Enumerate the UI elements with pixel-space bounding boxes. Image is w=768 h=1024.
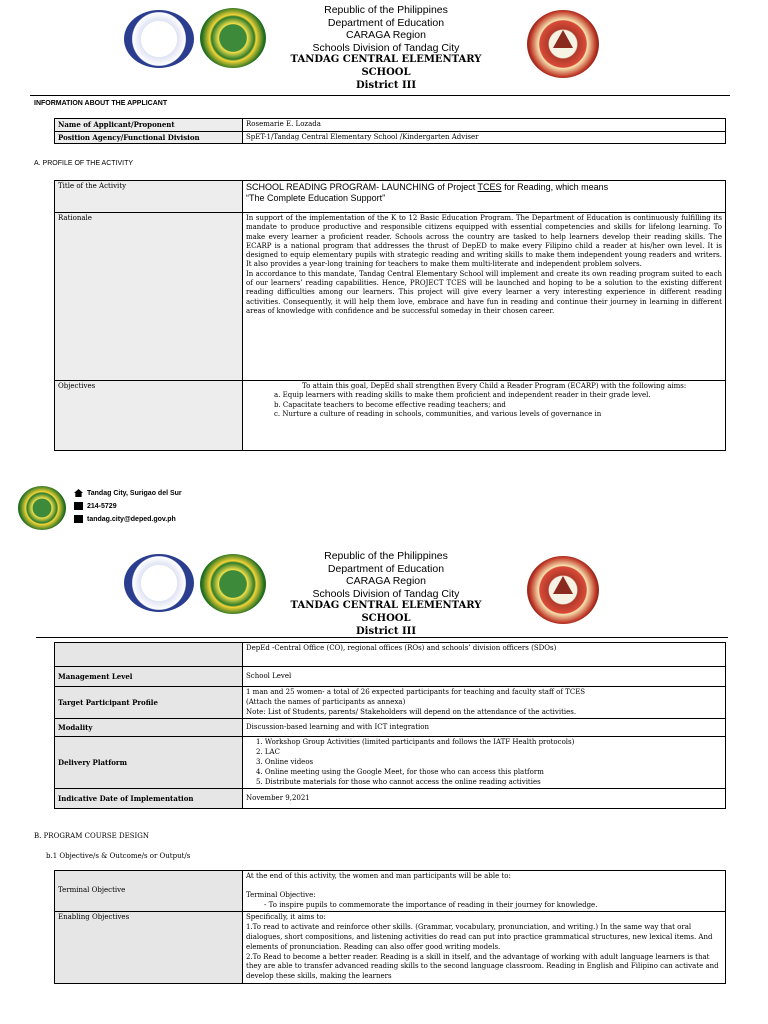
management-label: Management Level [55,667,243,687]
footer-contact [18,484,278,536]
date-label: Indicative Date of Implementation [55,789,243,809]
letterhead-top [0,0,768,90]
delivery-list [246,738,722,787]
division-seal-icon [200,554,266,614]
header-line: CARAGA Region [346,29,426,42]
enabling-value [243,912,726,984]
enabling-label: Enabling Objectives [55,912,243,984]
header-line: Schools Division of Tandag City [312,41,460,54]
title-label: Title of the Activity [55,181,243,213]
school-seal-icon [527,556,599,624]
email-text: tandag.city@deped.gov.ph [87,515,176,523]
table-row [55,687,726,719]
district: District III [355,625,416,637]
table-row [55,119,726,132]
target-label: Target Participant Profile [55,687,243,719]
objectives-value [243,381,726,451]
target-line: 1 man and 25 women- a total of 26 expected participants for teaching and faculty staff of TCES [246,688,586,696]
school-name: SCHOOL [361,612,411,624]
table-row [55,789,726,809]
enabling-line: 1.To read to activate and reinforce other skills. (Grammar, vocabulary, pronunciation, and writing.) In the same way that oral dialogues, short compositions, and listening activities do read can put into practice grammatical structures, new lexical items. And elements of pronunciation. Reading can also offer good writing models. [246,923,713,951]
title-text: SCHOOL READING PROGRAM- LAUNCHING of Project [246,182,478,192]
objective-item: b. Capacitate teachers to become effective reading teachers; and [274,400,506,409]
implementation-table [54,642,726,809]
empty-label [55,643,243,667]
section-label: INFORMATION ABOUT THE APPLICANT [34,100,168,107]
list-item: 4. Online meeting using the Google Meet, for those who can access this platform [256,767,544,776]
letterhead-second [0,546,768,636]
applicant-table [54,118,726,144]
offices-value: DepEd -Central Office (CO), regional offices (ROs) and schools’ division officers (SDOs) [243,643,726,667]
terminal-label: Terminal Objective [55,871,243,912]
deped-seal-icon [124,554,194,612]
target-line: Note: List of Students, parents/ Stakeholders will depend on the attendance of the activities. [246,707,577,716]
list-item: 2. LAC [256,748,280,757]
header-line: Department of Education [327,562,445,575]
school-name: SCHOOL [361,66,411,78]
target-line: (Attach the names of participants as annexa) [246,697,406,706]
header-line: Republic of the Philippines [324,550,448,562]
enabling-line: 2.To Read to become a better reader. Reading is a skill in itself, and the advantage of working with adult language learners is that they are able to transfer advanced reading skills to the second language classroom. Reading in English and Filipino can activate and develop these skills, making the learners [246,952,719,981]
title-acronym: TCES [477,182,502,192]
deped-seal-icon [124,10,194,68]
delivery-value [243,737,726,789]
profile-table [54,180,726,451]
objective-item: a. Equip learners with reading skills to make them proficient and independent reader in their grade level. [274,391,651,400]
modality-label: Modality [55,719,243,737]
objectives-label: Objectives [55,381,243,451]
title-subtitle: “The Complete Education Support” [246,192,386,203]
list-item: 1. Workshop Group Activities (limited participants and follows the IATF Health protocols) [256,738,575,747]
rationale-paragraph: In accordance to this mandate, Tandag Central Elementary School will implement and create its own reading program suited to each of our learners’ reading capabilities. Hence, PROJECT TCES will be launched and hoping to be a solution to the existing different reading difficulties among our learners. This project will give every learner a very interesting experience in different reading activities. Consequently, it will help them love, embrace and have fun in reading and continue their journey in learning in different areas of knowledge with confidence and be successful someday in their chosen career. [246,269,722,315]
table-row [55,912,726,984]
enabling-line: Specifically, it aims to: [246,913,326,922]
contact-phone [74,502,117,510]
header-line: Republic of the Philippines [324,4,448,16]
target-value [243,687,726,719]
contact-address [74,489,182,497]
home-icon [74,489,83,497]
rationale-value [243,213,726,381]
list-item: 5. Distribute materials for those who cannot access the online reading activities [256,777,541,786]
letterhead-text [270,4,502,92]
rationale-label: Rationale [55,213,243,381]
title-value [243,181,726,213]
date-value: November 9,2021 [243,789,726,809]
terminal-line: Terminal Objective: [246,890,316,899]
phone-icon [74,502,83,510]
district: District III [355,79,416,91]
position-label: Position Agency/Functional Division [55,131,243,144]
table-row [55,213,726,381]
letterhead-text [270,550,502,638]
division-seal-icon [18,486,66,530]
school-seal-icon [527,10,599,78]
position-value: SpET-1/Tandag Central Elementary School /Kindergarten Adviser [243,131,726,144]
header-line: CARAGA Region [346,575,426,588]
table-row [55,381,726,451]
objectives-intro: To attain this goal, DepEd shall strengthen Every Child a Reader Program (ECARP) with the following aims: [302,382,687,390]
header-line: Department of Education [327,16,445,29]
table-row [55,643,726,667]
phone-text: 214-5729 [87,502,117,510]
divider [36,637,728,638]
modality-value: Discussion-based learning and with ICT integration [243,719,726,737]
design-table [54,870,726,984]
section-label: B. PROGRAM COURSE DESIGN [34,832,150,840]
divider [30,95,730,96]
contact-email [74,515,176,523]
table-row [55,181,726,213]
list-item: 3. Online videos [256,757,314,766]
management-value: School Level [243,667,726,687]
applicant-name-label: Name of Applicant/Proponent [55,119,243,132]
rationale-paragraph: In support of the implementation of the K to 12 Basic Education Program. The Department of Education is continuously fulfilling its mandate to produce productive and responsible citizens equipped with essential competencies and skills for lifelong learning. To make every learner a proficient reader. Schools across the country are tasked to help learners develop their reading skills. The ECARP is a national program that addresses the thrust of DepED to make every Filipino child a reader at his/her own level. It is designed to equip elementary pupils with strategic reading and writing skills to make them independent young readers and writers. It also provides a year-long training for teachers to make them multi-literate and independent problem solvers. [246,214,722,269]
terminal-value [243,871,726,912]
delivery-label: Delivery Platform [55,737,243,789]
applicant-name-value: Rosemarie E. Lozada [243,119,726,132]
address-text: Tandag City, Surigao del Sur [87,489,182,497]
terminal-line: At the end of this activity, the women and man participants will be able to: [246,872,511,880]
terminal-line: - To inspire pupils to commemorate the importance of reading in their journey for knowledge. [264,900,598,909]
division-seal-icon [200,8,266,68]
table-row [55,667,726,687]
subsection-label: b.1 Objective/s & Outcome/s or Output/s [46,852,191,860]
school-name: TANDAG CENTRAL ELEMENTARY [290,54,482,66]
table-row [55,737,726,789]
table-row [55,871,726,912]
section-label: A. PROFILE OF THE ACTIVITY [34,160,134,167]
title-text: for Reading, which means [501,182,609,192]
school-name: TANDAG CENTRAL ELEMENTARY [290,600,482,612]
objective-item: c. Nurture a culture of reading in schools, communities, and various levels of governance in [274,409,602,418]
header-line: Schools Division of Tandag City [312,587,460,600]
table-row [55,131,726,144]
table-row [55,719,726,737]
email-icon [74,515,83,523]
spacer [246,882,722,891]
